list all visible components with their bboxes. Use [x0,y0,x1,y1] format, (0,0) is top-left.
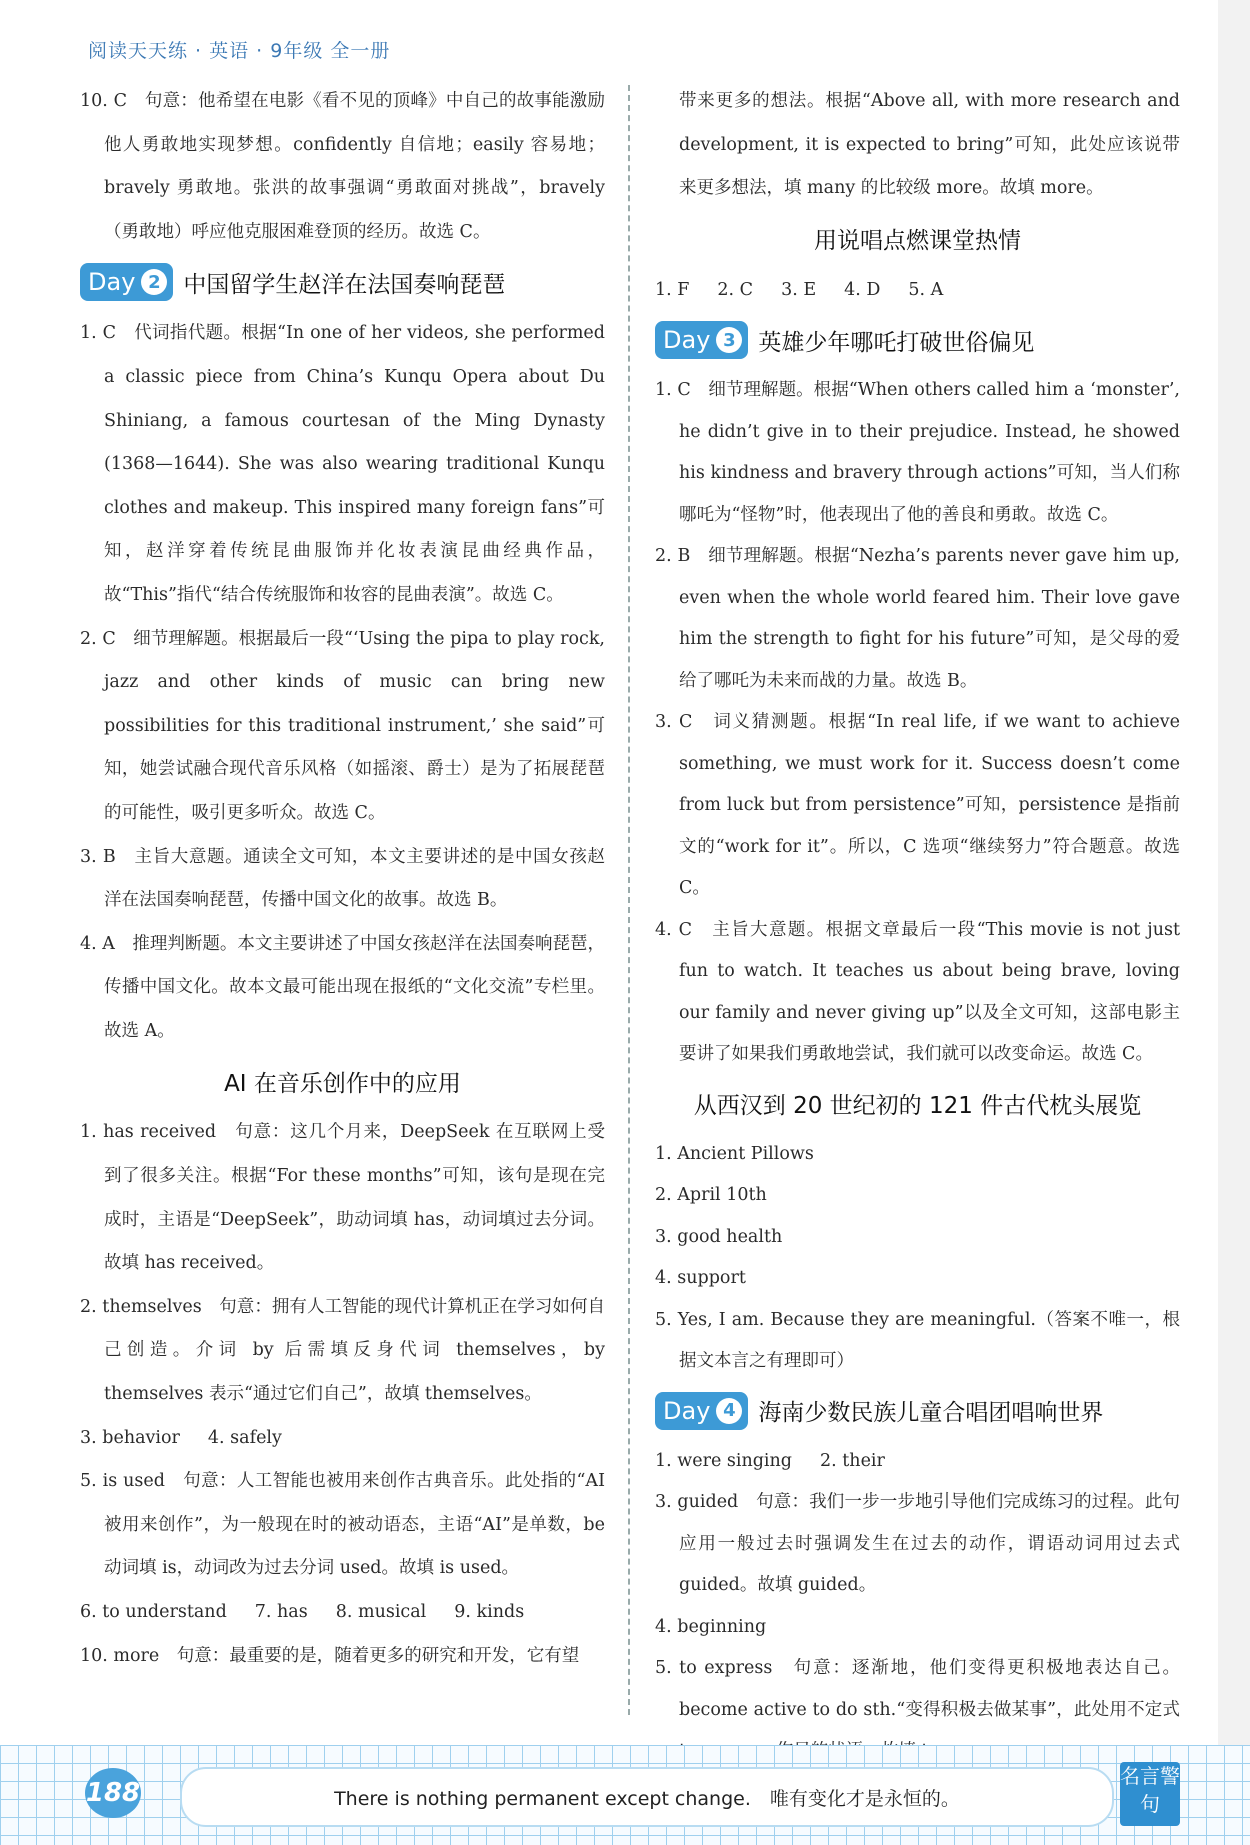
pillow-heading: 从西汉到 20 世纪初的 121 件古代枕头展览 [693,1093,1142,1120]
ai-answer-5: 5. is used 句意：人工智能也被用来创作古典音乐。此处指的“AI 被用来创作”，为一般现在时的被动语态，主语“AI”是单数，be 动词填 is，动词改为过去分词 used。故填 is used。 [80,1471,605,1579]
quote-tag: 名言警句 [1120,1762,1180,1826]
pillow-answer-5: 5. Yes, I am. Because they are meaningful.（答案不唯一，根据文本言之有理即可） [655,1309,1180,1372]
page-number: 188 [85,1768,141,1818]
rap-heading: 用说唱点燃课堂热情 [814,228,1021,255]
d2-answer-2: 2. C 细节理解题。根据最后一段“‘Using the pipa to play rock, jazz and other kinds of music can bring new possibilities for this traditional instrument,’ she said”可知，她尝试融合现代音乐风格（如摇滚、爵士）是为了拓展琵琶的可能性，吸引更多听众。故选 C。 [80,628,605,823]
ai-answer-10-cont: 带来更多的想法。根据“Above all, with more research and development, it is expected to bring”可知，此处应该说带来更多想法，填 many 的比较级 more。故填 more。 [679,91,1180,199]
d4-answer-1: 1. were singing [655,1450,793,1471]
ai-answer-4: 4. safely [207,1427,282,1448]
running-header: 阅读天天练 · 英语 · 9年级 全一册 [88,40,391,62]
ai-answer-7: 7. has [254,1602,308,1622]
pillow-answer-2: 2. April 10th [655,1185,767,1206]
day3-heading [655,316,1180,364]
day2-title: 中国留学生赵洋在法国奏响琵琶 [183,271,506,298]
d3-answer-3: 3. C 词义猜测题。根据“In real life, if we want to achieve something, we must work for it. Success doesn’t come from luck but from persistence”可知，persistence 是指前文的“work for it”。所以，C 选项“继续努力”符合题意。故选 C。 [655,712,1180,899]
rap-answer: 1. F [655,279,690,300]
day-badge: Day 4 [655,1392,748,1430]
ai-answer-10: 10. more 句意：最重要的是，随着更多的研究和开发，它有望 [80,1645,580,1666]
right-column [655,80,1180,1773]
d4-answers-1-2 [655,1441,1180,1483]
quote-box [180,1767,1114,1827]
page-edge [1218,0,1250,1845]
rap-answer: 3. E [781,279,817,300]
answer-10: 10. C 句意：他希望在电影《看不见的顶峰》中自己的故事能激励他人勇敢地实现梦想。confidently 自信地；easily 容易地；bravely 勇敢地。张洪的故事强调“勇敢面对挑战”，bravely（勇敢地）呼应他克服困难登顶的经历。故选 C。 [80,91,605,242]
column-divider [628,85,630,1715]
day-badge: Day 3 [655,321,748,359]
d4-answer-2: 2. their [820,1450,885,1471]
d2-answer-1: 1. C 代词指代题。根据“In one of her videos, she performed a classic piece from China’s Kunqu Opera about Du Shiniang, a famous courtesan of the Ming Dynasty (1368—1644). She was also wearing traditional Kunqu clothes and makeup. This inspired many foreign fans”可知，赵洋穿着传统昆曲服饰并化妆表演昆曲经典作品，故“This”指代“结合传统服饰和妆容的昆曲表演”。故选 C。 [80,323,605,605]
ai-answers-3-4 [80,1417,605,1461]
rap-answers [655,269,1180,313]
ai-answer-1: 1. has received 句意：这几个月来，DeepSeek 在互联网上受到了很多关注。根据“For these months”可知，该句是现在完成时，主语是“DeepSeek”，助动词填 has，动词填过去分词。故填 has received。 [80,1122,605,1274]
day3-title: 英雄少年哪吒打破世俗偏见 [758,329,1035,356]
d2-answer-3: 3. B 主旨大意题。通读全文可知，本文主要讲述的是中国女孩赵洋在法国奏响琵琶，传播中国文化的故事。故选 B。 [80,846,605,911]
d4-answer-3: 3. guided 句意：我们一步一步地引导他们完成练习的过程。此句应用一般过去时强调发生在过去的动作，谓语动词用过去式 guided。故填 guided。 [655,1492,1180,1596]
pillow-answer-3: 3. good health [655,1226,783,1247]
d4-answer-4: 4. beginning [655,1616,767,1637]
d3-answer-2: 2. B 细节理解题。根据“Nezha’s parents never gave him up, even when the whole world feared him. Their love gave him the strength to fight for his future”可知，是父母的爱给了哪吒为未来而战的力量。故选 B。 [655,546,1180,691]
ai-answer-2: 2. themselves 句意：拥有人工智能的现代计算机正在学习如何自己创造。介词 by 后需填反身代词 themselves，by themselves 表示“通过它们自己”，故填 themselves。 [80,1296,605,1405]
ai-answer-3: 3. behavior [80,1427,180,1448]
pillow-answer-4: 4. support [655,1268,746,1289]
pillow-answer-1: 1. Ancient Pillows [655,1143,814,1164]
ai-answer-6: 6. to understand [80,1602,227,1622]
day-badge: Day 2 [80,263,173,301]
quote-text: There is nothing permanent except change. 唯有变化才是永恒的。 [334,1787,960,1810]
d2-answer-4: 4. A 推理判断题。本文主要讲述了中国女孩赵洋在法国奏响琵琶，传播中国文化。故本文最可能出现在报纸的“文化交流”专栏里。故选 A。 [80,933,605,1041]
day4-heading [655,1387,1180,1435]
ai-heading: AI 在音乐创作中的应用 [224,1070,461,1097]
left-column [80,80,605,1678]
day4-title: 海南少数民族儿童合唱团唱响世界 [758,1400,1104,1427]
rap-answer: 2. C [717,279,754,300]
day2-heading [80,258,605,306]
ai-answer-9: 9. kinds [454,1602,525,1622]
d3-answer-1: 1. C 细节理解题。根据“When others called him a ‘monster’, he didn’t give in to their prejudice. Instead, he showed his kindness and bravery through actions”可知，当人们称哪吒为“怪物”时，他表现出了他的善良和勇敢。故选 C。 [655,380,1180,525]
d4-answer-5: 5. to express 句意：逐渐地，他们变得更积极地表达自己。become active to do sth.“变得积极去做某事”，此处用不定式 [655,1658,1180,1720]
rap-answer: 4. D [844,279,881,300]
rap-answer: 5. A [908,279,944,300]
ai-answer-8: 8. musical [335,1602,427,1622]
ai-answers-6-9 [80,1591,605,1635]
d3-answer-4: 4. C 主旨大意题。根据文章最后一段“This movie is not just fun to watch. It teaches us about being brave, loving our family and never giving up”以及全文可知，这部电影主要讲了如果我们勇敢地尝试，我们就可以改变命运。故选 C。 [655,919,1180,1065]
